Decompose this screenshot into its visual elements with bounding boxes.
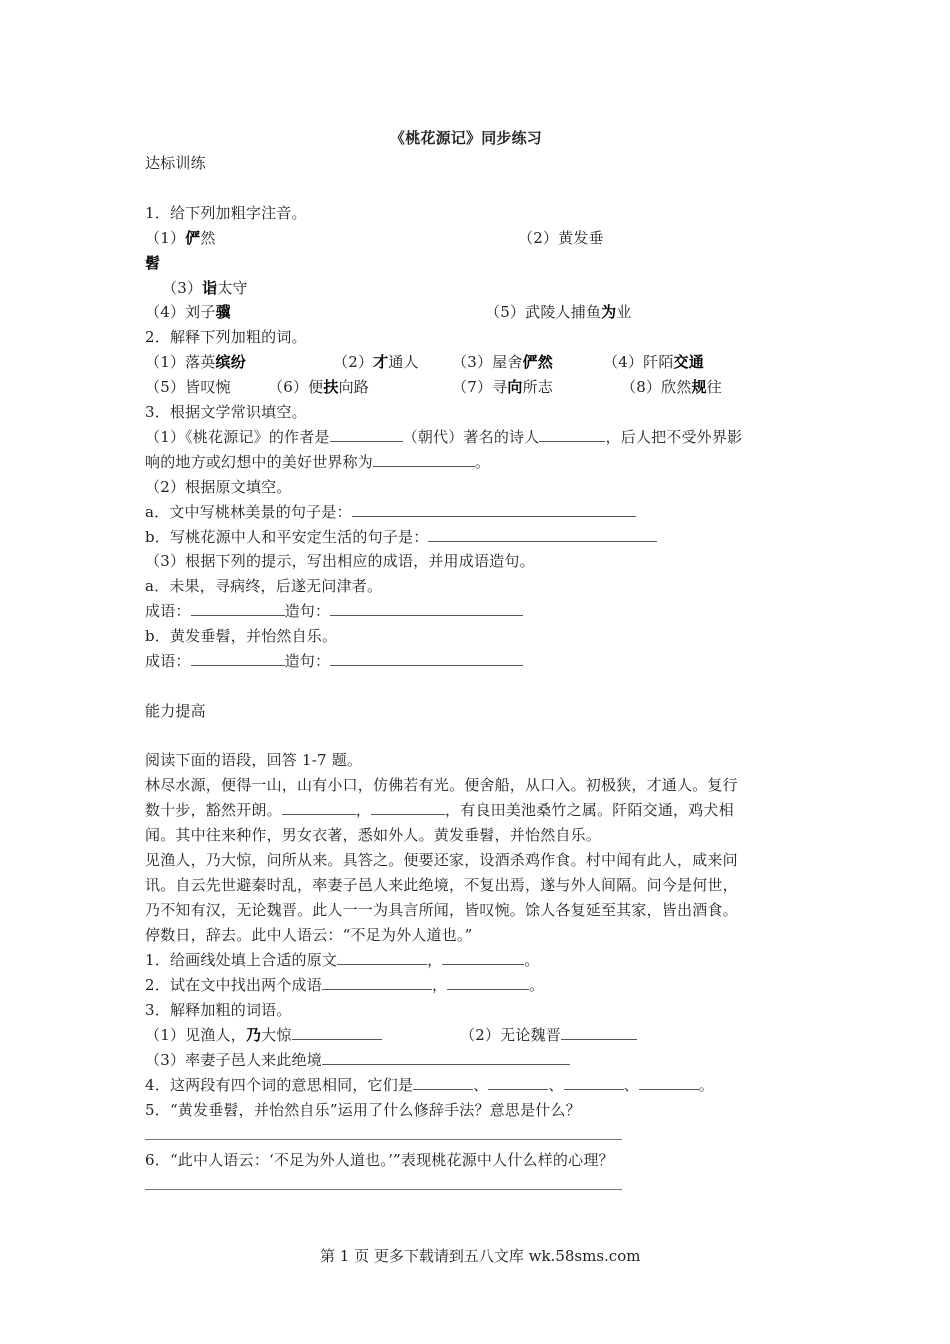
answer-blank[interactable] bbox=[330, 601, 523, 616]
q2-item-8: （8）欣然规往 bbox=[621, 378, 722, 396]
q1-item-1: （1）俨然 bbox=[145, 229, 216, 247]
answer-blank[interactable] bbox=[539, 427, 605, 442]
rq-3-2: （2）无论魏晋 bbox=[460, 1025, 637, 1045]
q3-part3b-answer: 成语： 造句： bbox=[145, 651, 523, 671]
answer-blank[interactable] bbox=[330, 427, 403, 442]
passage-line-6: 乃不知有汉，无论魏晋。此人一一为具言所闻，皆叹惋。馀人各复延至其家，皆出酒食。 bbox=[145, 901, 738, 919]
rq-2: 2．试在文中找出两个成语 ， 。 bbox=[145, 976, 545, 994]
passage-line-2: 数十步，豁然开朗。 ， ，有良田美池桑竹之属。阡陌交通，鸡犬相 bbox=[145, 801, 734, 819]
reading-intro: 阅读下面的语段，回答 1-7 题。 bbox=[145, 751, 363, 769]
answer-blank[interactable] bbox=[191, 601, 285, 616]
answer-blank[interactable] bbox=[442, 950, 524, 965]
answer-blank[interactable] bbox=[337, 950, 427, 965]
q3-part1-line2: 响的地方或幻想中的美好世界称为 。 bbox=[145, 453, 491, 471]
passage-line-5: 讯。自云先世避秦时乱，率妻子邑人来此绝境，不复出焉，遂与外人间隔。问今是何世， bbox=[145, 876, 738, 894]
page-footer: 第 1 页 更多下载请到五八文库 wk.58sms.com bbox=[320, 1247, 641, 1265]
answer-blank[interactable] bbox=[352, 502, 636, 517]
q3-part3a-answer: 成语： 造句： bbox=[145, 601, 523, 621]
answer-line-q5[interactable] bbox=[145, 1139, 622, 1140]
passage-line-7: 停数日，辞去。此中人语云：“不足为外人道也。” bbox=[145, 926, 473, 944]
rq-3-3: （3）率妻子邑人来此绝境 bbox=[145, 1050, 570, 1070]
q3-part3a: a．未果，寻病终，后遂无问津者。 bbox=[145, 577, 383, 595]
passage-line-4: 见渔人，乃大惊，问所从来。具答之。便要还家，设酒杀鸡作食。村中闻有此人，咸来问 bbox=[145, 851, 738, 869]
answer-blank[interactable] bbox=[191, 651, 285, 666]
rq-3: 3．解释加粗的词语。 bbox=[145, 1001, 292, 1019]
q3-part1-line1: （1）《桃花源记》的作者是 （朝代）著名的诗人 ，后人把不受外界影 bbox=[145, 428, 743, 446]
q1-item-2: （2）黄发垂 bbox=[518, 229, 604, 247]
answer-blank[interactable] bbox=[488, 1075, 548, 1090]
q3-part3: （3）根据下列的提示，写出相应的成语，并用成语造句。 bbox=[145, 552, 535, 570]
q3-part2b: b．写桃花源中人和平安定生活的句子是： bbox=[145, 527, 657, 547]
q2-item-2: （2）才通人 bbox=[333, 353, 419, 371]
q2-item-7: （7）寻向所志 bbox=[452, 378, 553, 396]
answer-blank[interactable] bbox=[564, 1075, 624, 1090]
q2-item-4: （4）阡陌交通 bbox=[603, 353, 704, 371]
passage-line-1: 林尽水源，便得一山，山有小口，仿佛若有光。便舍船，从口入。初极狭，才通人。复行 bbox=[145, 776, 738, 794]
answer-blank[interactable] bbox=[639, 1075, 699, 1090]
answer-blank[interactable] bbox=[322, 975, 432, 990]
answer-blank[interactable] bbox=[428, 527, 657, 542]
answer-blank[interactable] bbox=[282, 800, 356, 815]
answer-blank[interactable] bbox=[413, 1075, 473, 1090]
rq-4: 4．这两段有四个词的意思相同，它们是 、 、 、 。 bbox=[145, 1076, 714, 1094]
rq-3-1: （1）见渔人，乃大惊 bbox=[145, 1025, 382, 1045]
q1-stem: 1．给下列加粗字注音。 bbox=[145, 204, 307, 222]
q1-item-2-cont: 髫 bbox=[145, 254, 161, 272]
q2-item-5: （5）皆叹惋 bbox=[145, 378, 231, 396]
answer-blank[interactable] bbox=[371, 800, 445, 815]
answer-blank[interactable] bbox=[373, 452, 475, 467]
q1-item-5: （5）武陵人捕鱼为业 bbox=[485, 303, 632, 321]
q1-item-4: （4）刘子骥 bbox=[145, 303, 231, 321]
answer-blank[interactable] bbox=[292, 1025, 382, 1040]
q3-part2a: a．文中写桃林美景的句子是： bbox=[145, 502, 636, 522]
rq-5: 5．“黄发垂髫，并怡然自乐”运用了什么修辞手法？意思是什么？ bbox=[145, 1101, 581, 1119]
answer-line-q6[interactable] bbox=[145, 1189, 622, 1190]
q2-stem: 2．解释下列加粗的词。 bbox=[145, 328, 307, 346]
q2-item-3: （3）屋舍俨然 bbox=[452, 353, 553, 371]
q1-item-3: （3）诣太守 bbox=[162, 279, 248, 297]
passage-line-3: 闻。其中往来种作，男女衣著，悉如外人。黄发垂髫，并怡然自乐。 bbox=[145, 826, 602, 844]
q3-stem: 3．根据文学常识填空。 bbox=[145, 403, 307, 421]
answer-blank[interactable] bbox=[330, 651, 523, 666]
q3-part2: （2）根据原文填空。 bbox=[145, 478, 292, 496]
answer-blank[interactable] bbox=[447, 975, 529, 990]
q2-item-1: （1）落英缤纷 bbox=[145, 353, 246, 371]
q3-part3b: b．黄发垂髫，并怡然自乐。 bbox=[145, 627, 338, 645]
section-heading-basic: 达标训练 bbox=[145, 154, 206, 172]
answer-blank[interactable] bbox=[322, 1050, 570, 1065]
q2-item-6: （6）便扶向路 bbox=[268, 378, 369, 396]
section-heading-advanced: 能力提高 bbox=[145, 702, 206, 720]
rq-6: 6．“此中人语云：‘不足为外人道也。’”表现桃花源中人什么样的心理？ bbox=[145, 1151, 614, 1169]
rq-1: 1．给画线处填上合适的原文 ， 。 bbox=[145, 951, 540, 969]
answer-blank[interactable] bbox=[561, 1025, 637, 1040]
page-title: 《桃花源记》同步练习 bbox=[390, 129, 543, 147]
